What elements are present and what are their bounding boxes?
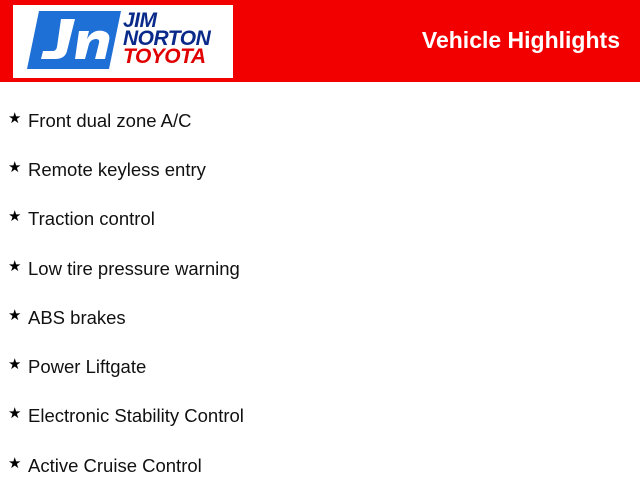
- logo-line-norton: NORTON: [123, 27, 211, 50]
- feature-label: Active Cruise Control: [28, 454, 202, 476]
- star-icon: ★: [8, 405, 22, 423]
- feature-label: Front dual zone A/C: [28, 109, 192, 131]
- feature-label: Low tire pressure warning: [28, 257, 240, 279]
- feature-label: ABS brakes: [28, 306, 126, 328]
- star-icon: ★: [8, 306, 22, 324]
- feature-label: Traction control: [28, 208, 155, 230]
- star-icon: ★: [8, 109, 22, 127]
- star-icon: ★: [8, 208, 22, 226]
- list-item: [8, 293, 608, 342]
- star-icon: ★: [8, 356, 22, 374]
- list-item: [8, 244, 608, 293]
- header-banner: [0, 0, 640, 82]
- dealer-name: [123, 9, 231, 68]
- dealer-logo[interactable]: [13, 5, 233, 78]
- vehicle-highlights-list: [8, 96, 608, 490]
- feature-label: Electronic Stability Control: [28, 405, 244, 427]
- list-item: [8, 96, 608, 145]
- star-icon: ★: [8, 454, 22, 472]
- feature-label: Remote keyless entry: [28, 158, 206, 180]
- logo-line-jim: JIM: [123, 9, 157, 32]
- jn-logo-mark-icon: [21, 11, 121, 69]
- feature-label: Power Liftgate: [28, 356, 147, 378]
- star-icon: ★: [8, 257, 22, 275]
- star-icon: ★: [8, 158, 22, 176]
- list-item: [8, 392, 608, 441]
- list-item: [8, 441, 608, 490]
- list-item: [8, 342, 608, 391]
- page-title: Vehicle Highlights: [421, 27, 620, 53]
- logo-line-toyota: TOYOTA: [123, 45, 206, 68]
- list-item: [8, 145, 608, 194]
- list-item: [8, 195, 608, 244]
